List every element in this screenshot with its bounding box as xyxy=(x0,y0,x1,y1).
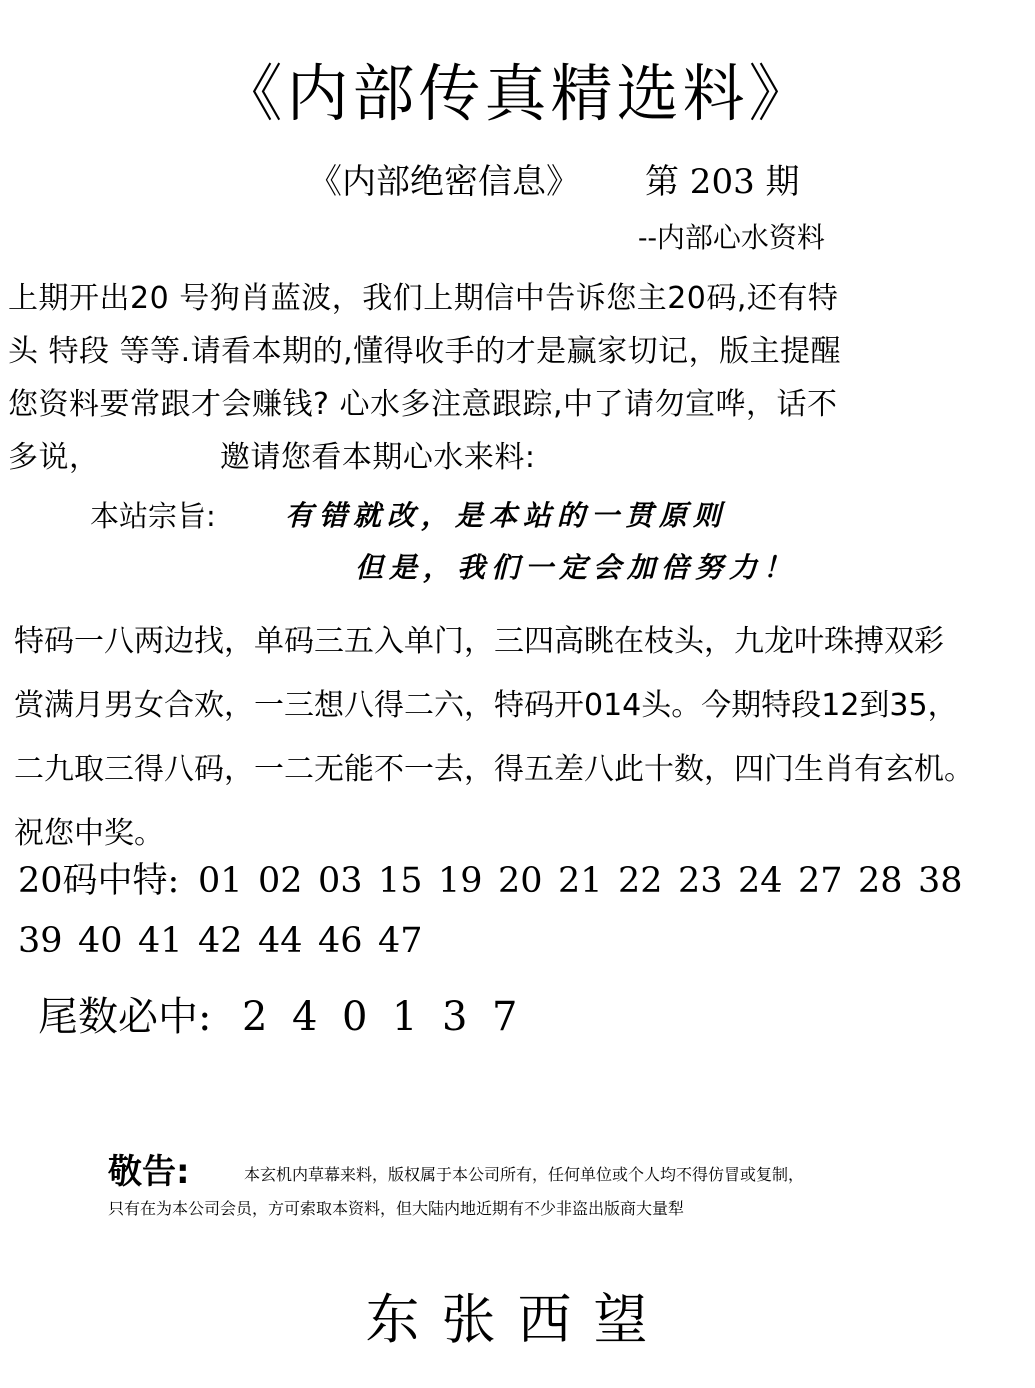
number-item: 38 xyxy=(918,861,963,901)
number-item: 02 xyxy=(258,861,303,901)
number-item: 39 xyxy=(18,921,63,961)
subtitle: 《内部绝密信息》 xyxy=(308,162,580,202)
number-item: 23 xyxy=(678,861,723,901)
prediction-poem xyxy=(14,610,974,866)
number-item: 46 xyxy=(318,921,363,961)
intro-line: 多说， 邀请您看本期心水来料: xyxy=(8,440,536,475)
number-item: 15 xyxy=(378,861,423,901)
number-item: 40 xyxy=(78,921,123,961)
tail-digit: 3 xyxy=(442,994,468,1040)
poem-line: 赏满月男女合欢，一三想八得二六，特码开014头。今期特段12到35， xyxy=(14,688,958,723)
tail-digit: 7 xyxy=(492,994,518,1040)
notice-label: 敬告: xyxy=(108,1152,190,1192)
motto-label: 本站宗旨: xyxy=(90,499,216,533)
number-item: 27 xyxy=(798,861,843,901)
tail-digits xyxy=(242,992,542,1042)
motto-line-2: 但是，我们一定会加倍努力！ xyxy=(355,551,798,584)
number-item: 47 xyxy=(378,921,423,961)
number-item: 24 xyxy=(738,861,783,901)
poem-line: 二九取三得八码，一二无能不一去，得五差八此十数，四门生肖有玄机。 xyxy=(14,752,974,787)
notice-line-1: 本玄机内草幕来料，版权属于本公司所有，任何单位或个人均不得仿冒或复制， xyxy=(244,1165,805,1184)
tail-digit: 0 xyxy=(342,994,368,1040)
page-title: 《内部传真精选料》 xyxy=(220,57,815,130)
number-item: 20 xyxy=(498,861,543,901)
tail-digit: 1 xyxy=(392,994,418,1040)
number-item: 21 xyxy=(558,861,603,901)
notice-line-2: 只有在为本公司会员，方可索取本资料，但大陆内地近期有不少非盗出版商大量犁 xyxy=(108,1199,685,1218)
numbers-row-2 xyxy=(18,918,438,964)
number-item: 42 xyxy=(198,921,243,961)
tail-digit: 4 xyxy=(292,994,318,1040)
issue-number: 第 203 期 xyxy=(645,162,800,202)
poem-line: 祝您中奖。 xyxy=(14,816,164,851)
intro-line: 头 特段 等等.请看本期的,懂得收手的才是赢家切记，版主提醒 xyxy=(8,334,842,369)
numbers-row-1 xyxy=(198,858,978,904)
number-item: 22 xyxy=(618,861,663,901)
poem-line: 特码一八两边找，单码三五入单门，三四高眺在枝头，九龙叶珠搏双彩 xyxy=(14,624,944,659)
tail-digit: 2 xyxy=(242,994,268,1040)
motto-line-1: 有错就改，是本站的一贯原则 xyxy=(285,499,728,532)
tail-digits-label: 尾数必中: xyxy=(38,994,212,1040)
footer-title: 东张西望 xyxy=(365,1288,670,1351)
number-item: 03 xyxy=(318,861,363,901)
number-item: 19 xyxy=(438,861,483,901)
number-item: 44 xyxy=(258,921,303,961)
number-item: 41 xyxy=(138,921,183,961)
number-item: 28 xyxy=(858,861,903,901)
intro-line: 您资料要常跟才会赚钱? 心水多注意跟踪,中了请勿宣哗，话不 xyxy=(8,387,838,422)
numbers-label: 20码中特: xyxy=(18,861,180,901)
number-item: 01 xyxy=(198,861,243,901)
intro-line: 上期开出20 号狗肖蓝波，我们上期信中告诉您主20码,还有特 xyxy=(8,281,839,316)
intro-paragraph xyxy=(8,272,1030,484)
source-label: --内部心水资料 xyxy=(638,221,825,254)
